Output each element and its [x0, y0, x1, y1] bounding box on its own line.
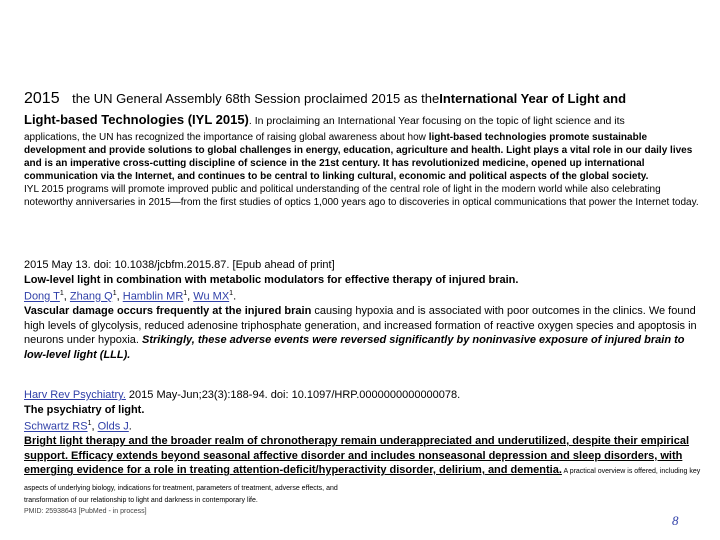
- summary-continuation: transformation of our relationship to light and darkness in contemporary life.: [24, 497, 258, 505]
- iyl-tail: . In proclaiming an International Year focusing on the topic of light science and its: [248, 115, 625, 127]
- iyl-title-part2: Light-based Technologies (IYL 2015): [24, 112, 249, 127]
- author-link[interactable]: Dong T: [24, 290, 60, 303]
- abstract-text: causing hypoxia and is associated with poor outcomes in the clinics. We found high levels of glycolysis, reduced adenosine triphosphate generation, and increased formation of reactive oxygen species and apoptosis in neurons under hypoxia.: [24, 305, 697, 347]
- abstract-bold-lead: Vascular damage occurs frequently at the injured brain: [24, 305, 312, 318]
- iyl-intro: the UN General Assembly 68th Session proclaimed 2015 as the: [72, 91, 440, 106]
- author-link[interactable]: Schwartz RS: [24, 420, 88, 433]
- iyl-p1-bold: light-based technologies promote sustainable development and provide solutions to global challenges in energy, education, agriculture and health. Light plays a vital role in our daily lives and is an imperative cross-cutting discipline of science in the 21st century. It has revolutionized medicine, opened up international communication via the Internet, and continues to be central to linking cultural, economic and political aspects of the global society.: [24, 132, 693, 182]
- author-list: Dong $T^1$, Zhang $Q^1$, Hamblin $MR^1$, Wu $MX^1$.: [24, 290, 237, 303]
- article-title: The psychiatry of light.: [24, 403, 145, 416]
- iyl-paragraph-2: IYL 2015 programs will promote improved public and political understanding of the central role of light in the modern world while also celebrating noteworthy anniversaries in 2015—from the first studies of optics 1,000 years ago to discoveries in optical communications that power the Internet today.: [24, 184, 699, 208]
- iyl-title-line: [24, 110, 708, 131]
- author-affiliation: 1: [87, 420, 92, 427]
- author-link[interactable]: Zhang Q: [69, 290, 113, 303]
- abstract-summary: [24, 434, 708, 496]
- author-link[interactable]: Olds J: [97, 420, 129, 433]
- iyl-heading-line: [24, 88, 708, 110]
- summary-bold-underlined: Bright light therapy and the broader realm of chronotherapy remain underappreciated and underutilized, despite their empirical support. Efficacy extends beyond seasonal affective disorder and includes nonseasonal depression and sleep disorders, with emerging evidence for a role in treating attention-deficit/hyperactivity disorder, delirium, and dementia.: [24, 435, 690, 477]
- author-affiliation: 1: [59, 290, 64, 297]
- iyl-2015-block: [24, 88, 708, 209]
- author-affiliation: 1: [183, 290, 188, 297]
- author-list: Schwartz $RS^1$, Olds J.: [24, 420, 132, 433]
- citation-line: [24, 388, 708, 403]
- author-affiliation: 1: [229, 290, 234, 297]
- article-title: Low-level light in combination with metabolic modulators for effective therapy of injured brain.: [24, 273, 519, 286]
- abstract-low-level-light: [24, 258, 708, 362]
- year-label: 2015: [24, 90, 60, 107]
- summary-tail: A practical overview is offered, including key aspects of underlying biology, indications for treatment, parameters of treatment, adverse effects, and: [24, 468, 701, 492]
- citation-text: 2015 May-Jun;23(3):188-94. doi: 10.1097/HRP.0000000000000078.: [125, 389, 461, 401]
- iyl-p1-start: applications, the UN has recognized the importance of raising global awareness about how: [24, 132, 429, 143]
- journal-link[interactable]: Harv Rev Psychiatry.: [24, 389, 126, 401]
- page-number: 8: [672, 513, 679, 528]
- pmid-line: PMID: 25938643 [PubMed - in process]: [24, 508, 147, 516]
- iyl-title-part1: International Year of Light and: [439, 91, 627, 106]
- abstract-psychiatry-of-light: [24, 388, 708, 518]
- abstract-body: [24, 304, 708, 362]
- citation-line: 2015 May 13. doi: 10.1038/jcbfm.2015.87. [Epub ahead of print]: [24, 259, 335, 271]
- abstract-emphasis: Strikingly, these adverse events were reversed significantly by noninvasive exposure of injured brain to low-level light (LLL).: [24, 334, 685, 361]
- author-link[interactable]: Wu MX: [193, 290, 230, 303]
- author-affiliation: 1: [112, 290, 117, 297]
- iyl-paragraph-1: [24, 131, 708, 183]
- author-link[interactable]: Hamblin MR: [122, 290, 184, 303]
